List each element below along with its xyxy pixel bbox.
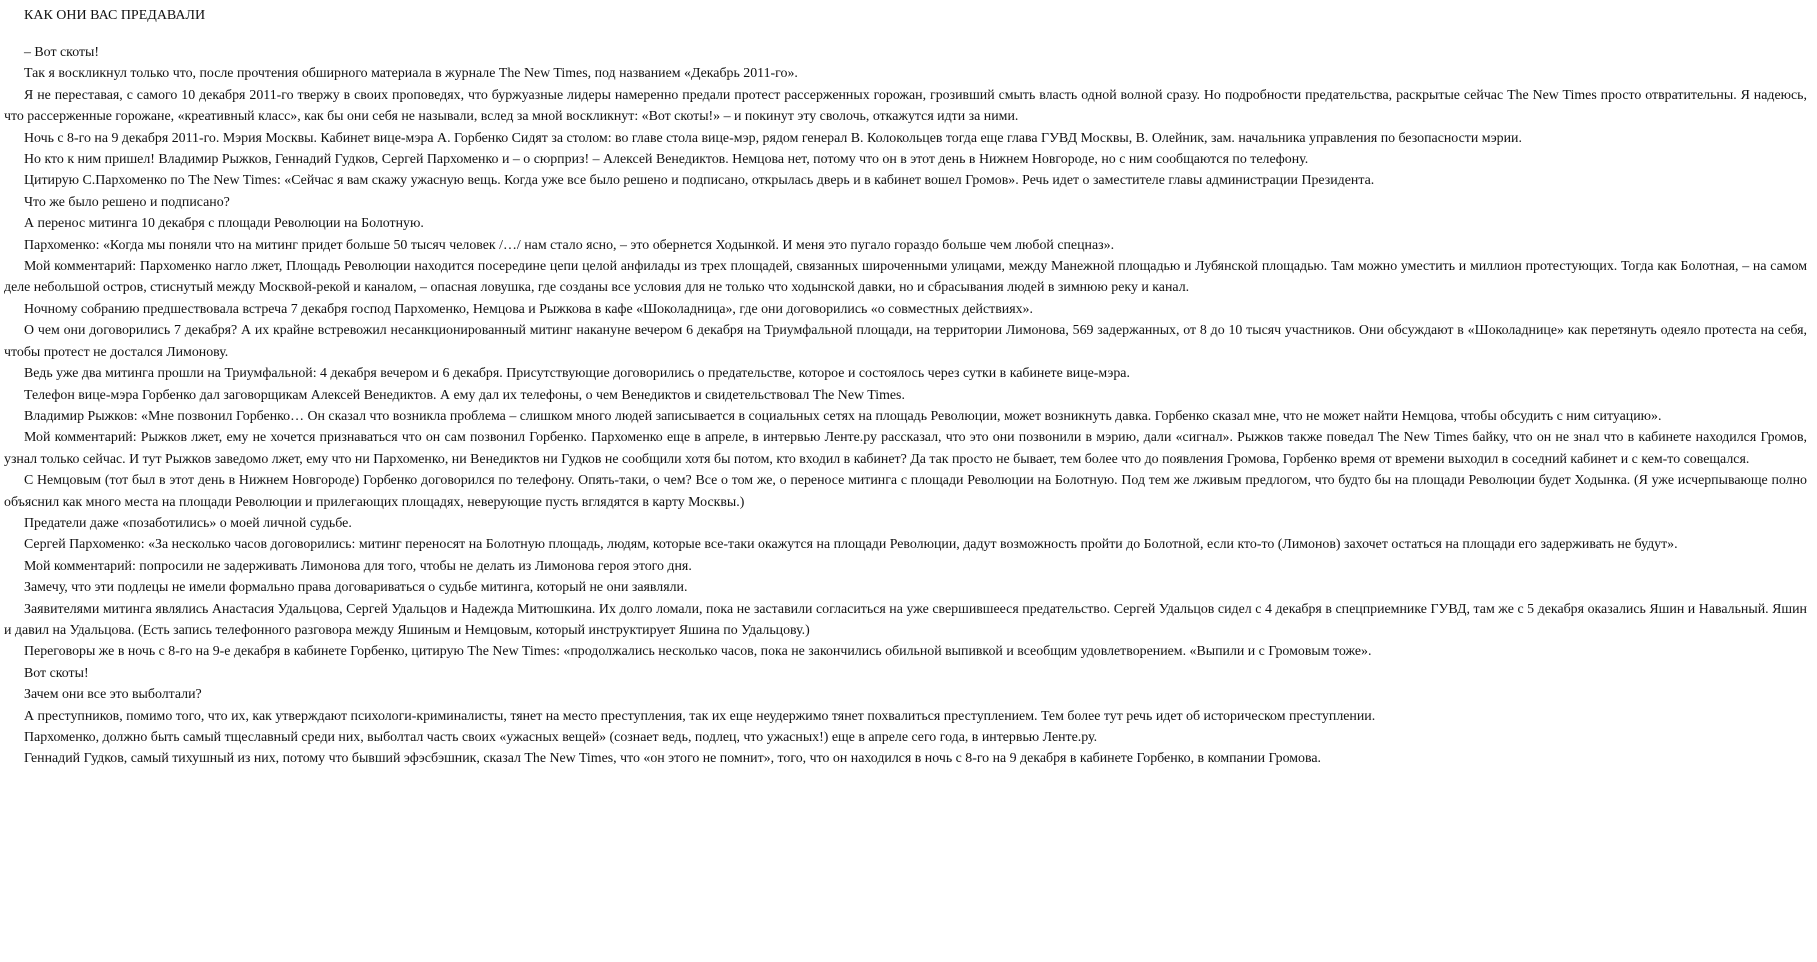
paragraph: О чем они договорились 7 декабря? А их крайне встревожил несанкционированный митинг накануне вечером 6 декабря на Триумфальной площади, на территории Лимонова, 569 задержанных, от 8 до 10 тысяч участников. Они обсуждают в «Шоколаднице» как перетянуть одеяло протеста на себя, чтобы протест не достался Лимонову. bbox=[4, 323, 1807, 360]
paragraph: С Немцовым (тот был в этот день в Нижнем Новгороде) Горбенко договорился по телефону. Опять-таки, о чем? Все о том же, о переносе митинга с площади Революции на Болотную. Под тем же лживым предлогом, что будто бы на площади Революции будет Ходынка. (Я уже исчерпывающе полно объяснил как много места на площади Революции и прилегающих площадях, неверующие пусть вглядятся в карту Москвы.) bbox=[4, 473, 1807, 510]
paragraph: Что же было решено и подписано? bbox=[24, 194, 230, 210]
paragraph: Пархоменко: «Когда мы поняли что на митинг придет больше 50 тысяч человек /…/ нам стало ясно, – это обернется Ходынкой. И меня это пугало гораздо больше чем любой спецназ». bbox=[24, 237, 1115, 253]
paragraph: Телефон вице-мэра Горбенко дал заговорщикам Алексей Венедиктов. А ему дал их телефоны, о чем Венедиктов и свидетельствовал The New Times. bbox=[24, 387, 905, 403]
paragraph: Так я воскликнул только что, после прочтения обширного материала в журнале The New Times, под названием «Декабрь 2011-го». bbox=[24, 66, 798, 82]
paragraph: Заявителями митинга являлись Анастасия Удальцова, Сергей Удальцов и Надежда Митюшкина. Их долго ломали, пока не заставили согласиться на уже свершившееся предательство. Сергей Удальцов сидел с 4 декабря в спецприемнике ГУВД, там же с 5 декабря оказались Яшин и Навальный. Яшин и давил на Удальцова. (Есть запись телефонного разговора между Яшиным и Немцовым, который инструктирует Яшина по Удальцову.) bbox=[4, 601, 1807, 638]
paragraph: Сергей Пархоменко: «За несколько часов договорились: митинг переносят на Болотную площадь, людям, которые все-таки окажутся на площади Революции, дадут возможность пройти до Болотной, если кто-то (Лимонов) захочет остаться на площади его задерживать не будут». bbox=[24, 537, 1678, 553]
paragraph: Ночному собранию предшествовала встреча 7 декабря господ Пархоменко, Немцова и Рыжкова в кафе «Шоколадница», где они договорились «о совместных действиях». bbox=[24, 301, 1033, 317]
paragraph: Мой комментарий: Пархоменко нагло лжет, Площадь Революции находится посередине цепи целой анфилады из трех площадей, связанных широченными улицами, между Манежной площадью и Лубянской площадью. Там можно уместить и миллион протестующих. Тогда как Болотная, – на самом деле небольшой остров, стиснутый между Москвой-рекой и каналом, – опасная ловушка, где созданы все условия для не только что ходынской давки, но и сбрасывания людей в зимнюю реку и канал. bbox=[4, 259, 1807, 296]
paragraph: Я не переставая, с самого 10 декабря 2011-го твержу в своих проповедях, что буржуазные лидеры намеренно предали протест рассерженных горожан, грозивший смыть власть одной волной сразу. Но подробности предательства, раскрытые сейчас The New Times просто отвратительны. Я надеюсь, что рассерженные горожане, «креативный класс», как бы они себя не называли, вслед за мной воскликнут: «Вот скоты!» – и покинут эту сволочь, откажутся идти за ними. bbox=[4, 87, 1807, 125]
paragraph: Владимир Рыжков: «Мне позвонил Горбенко… Он сказал что возникла проблема – слишком много людей записывается в социальных сетях на площадь Революции, может возникнуть давка. Горбенко сказал мне, что не может найти Немцова, чтобы обсудить с ним ситуацию». bbox=[24, 408, 1662, 424]
paragraph: А перенос митинга 10 декабря с площади Революции на Болотную. bbox=[24, 216, 424, 232]
document-title: КАК ОНИ ВАС ПРЕДАВАЛИ bbox=[24, 8, 206, 23]
paragraph: Замечу, что эти подлецы не имели формально права договариваться о судьбе митинга, который не они заявляли. bbox=[24, 580, 688, 596]
paragraph: Пархоменко, должно быть самый тщеславный среди них, выболтал часть своих «ужасных вещей» (сознает ведь, подлец, что ужасных!) еще в апреле сего года, в интервью Ленте.ру. bbox=[24, 730, 1098, 745]
paragraph: Зачем они все это выболтали? bbox=[24, 687, 202, 703]
paragraph: Но кто к ним пришел! Владимир Рыжков, Геннадий Гудков, Сергей Пархоменко и – о сюрприз! – Алексей Венедиктов. Немцова нет, потому что он в этот день в Нижнем Новгороде, но с ним сообщаются по телефону. bbox=[24, 152, 1309, 168]
paragraph: Ночь с 8-го на 9 декабря 2011-го. Мэрия Москвы. Кабинет вице-мэра А. Горбенко Сидят за столом: во главе стола вице-мэр, рядом генерал В. Колокольцев тогда еще глава ГУВД Москвы, В. Олейник, зам. начальника управления по безопасности мэрии. bbox=[24, 130, 1522, 146]
paragraph: – Вот скоты! bbox=[24, 45, 99, 60]
paragraph: Геннадий Гудков, самый тихушный из них, потому что бывший эфэсбэшник, сказал The New Times, что «он этого не помнит», того, что он находился в ночь с 8-го на 9 декабря в кабинете Горбенко, в компании Громова. bbox=[24, 751, 1322, 767]
paragraph: Мой комментарий: Рыжков лжет, ему не хочется признаваться что он сам позвонил Горбенко. Пархоменко еще в апреле, в интервью Ленте.ру рассказал, что это они позвонили в мэрию, дали «сигнал». Рыжков также поведал The New Times байку, что он не знал что в кабинете находился Громов, узнал только сейчас. И тут Рыжков заведомо лжет, ему что ни Пархоменко, ни Венедиктов ни Гудков не сообщили хотя бы потом, кто входил в кабинет? Да так просто не бывает, тем более что до появления Громова, Горбенко время от времени выходил в соседний кабинет и с кем-то совещался. bbox=[4, 430, 1807, 467]
document-body bbox=[4, 42, 1807, 770]
paragraph: Мой комментарий: попросили не задерживать Лимонова для того, чтобы не делать из Лимонова героя этого дня. bbox=[24, 558, 692, 574]
paragraph: Переговоры же в ночь с 8-го на 9-е декабря в кабинете Горбенко, цитирую The New Times: «продолжались несколько часов, пока не закончились обильной выпивкой и всеобщим удовлетворением. «Выпили и с Громовым тоже». bbox=[24, 644, 1372, 660]
paragraph: Предатели даже «позаботились» о моей личной судьбе. bbox=[24, 515, 352, 531]
paragraph: Цитирую С.Пархоменко по The New Times: «Сейчас я вам скажу ужасную вещь. Когда уже все было решено и подписано, открылась дверь и в кабинет вошел Громов». Речь идет о заместителе главы администрации Президента. bbox=[24, 173, 1375, 189]
paragraph: Ведь уже два митинга прошли на Триумфальной: 4 декабря вечером и 6 декабря. Присутствующие договорились о предательстве, которое и состоялось через сутки в кабинете вице-мэра. bbox=[24, 366, 1130, 382]
paragraph: Вот скоты! bbox=[24, 665, 89, 681]
paragraph: А преступников, помимо того, что их, как утверждают психологи-криминалисты, тянет на место преступления, так их еще неудержимо тянет похвалиться преступлением. Тем более тут речь идет об историческом преступлении. bbox=[24, 708, 1376, 724]
